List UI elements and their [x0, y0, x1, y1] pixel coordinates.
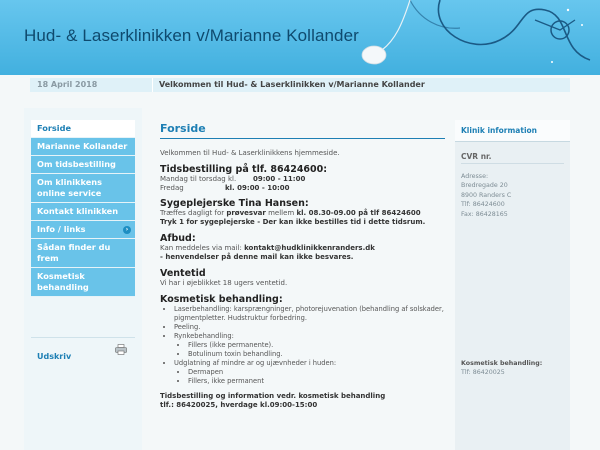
kosmetisk-title: Kosmetisk behandling:: [160, 294, 283, 305]
ventetid-section: [160, 268, 445, 288]
list-item-label: Udglatning af mindre ar og ujævnheder i huden:: [174, 359, 337, 367]
main-content: [160, 122, 445, 410]
afbud-line2: - henvendelser på denne mail kan ikke besvares.: [160, 253, 354, 261]
clinic-info-title: Klinik information: [455, 120, 570, 142]
sygeplejerske-section: [160, 198, 445, 227]
address-label: Adresse:: [461, 173, 489, 180]
hours-label: Mandag til torsdag kl.: [160, 175, 237, 183]
list-item: • Laserbehandling: karsprængninger, photorejuvenation (behandling af solskader, pigmentpletter. Hudstruktur forbedring.: [174, 305, 445, 323]
list-item: • Botulinum toxin behandling.: [188, 350, 445, 359]
date-bar: [30, 78, 570, 92]
welcome-text: Velkommen til Hud- & Laserklinikken v/Marianne Kollander: [159, 80, 425, 89]
ventetid-text: Vi har i øjeblikket 18 ugers ventetid.: [160, 279, 288, 287]
email-link[interactable]: kontakt@hudklinikkenranders.dk: [244, 244, 375, 252]
nav-item-find-frem[interactable]: Sådan finder du frem: [31, 239, 135, 268]
sygeplejerske-line1: [160, 209, 445, 218]
sygeplejerske-title: Sygeplejerske Tina Hansen:: [160, 198, 309, 209]
cosmetic-phone: Tlf: 86420025: [461, 369, 505, 377]
list-item: • Dermapen: [188, 368, 445, 377]
nav-item-forside[interactable]: Forside: [31, 120, 135, 138]
cvr-label: CVR nr.: [461, 152, 492, 161]
clinic-info-panel: [455, 120, 570, 450]
header-banner: [0, 0, 600, 75]
afbud-section: [160, 233, 445, 262]
fax-number: Fax: 86428165: [461, 210, 508, 218]
hours-value: kl. 09:00 - 10:00: [225, 183, 290, 192]
address-city: 8900 Randers C: [461, 191, 512, 199]
text-fragment: kl. 08.30-09.00 på tlf 86424600: [296, 209, 421, 217]
nav-item-online-service[interactable]: Om klinikkens online service: [31, 174, 135, 203]
sub-list: [188, 341, 445, 359]
print-label: Udskriv: [37, 352, 72, 361]
footer-info: Tidsbestilling og information vedr. kosmetisk behandling: [160, 392, 386, 400]
current-date: 18 April 2018: [37, 80, 98, 89]
ventetid-title: Ventetid: [160, 268, 206, 279]
chevron-right-icon: ›: [123, 226, 131, 234]
tidsbestilling-section: [160, 164, 445, 192]
nav-item-marianne-kollander[interactable]: Marianne Kollander: [31, 138, 135, 156]
intro-text: Velkommen til Hud- & Laserklinikkens hjemmeside.: [160, 149, 340, 157]
cosmetic-contact: [461, 359, 542, 378]
text-fragment: prøvesvar: [226, 209, 266, 217]
hours-label: Fredag: [160, 183, 184, 192]
page-title: Forside: [160, 122, 445, 139]
list-item: [174, 332, 445, 359]
sygeplejerske-line2: Tryk 1 for sygeplejerske - Der kan ikke bestilles tid i dette tidsrum.: [160, 218, 426, 226]
hours-row: [160, 175, 445, 184]
hours-value: 09:00 - 11:00: [253, 175, 306, 183]
hours-row: [160, 184, 445, 193]
list-item: [174, 359, 445, 386]
address-block: [461, 172, 511, 219]
sidebar-nav: [31, 120, 135, 297]
nav-item-kontakt[interactable]: Kontakt klinikken: [31, 203, 135, 221]
nav-item-info-links-label: Info / links: [37, 224, 86, 234]
sub-list: [188, 368, 445, 386]
kosmetisk-list: [174, 305, 445, 386]
cosmetic-title: Kosmetisk behandling:: [461, 360, 543, 367]
afbud-line1: [160, 244, 445, 253]
text-fragment: Kan meddeles via mail:: [160, 244, 242, 252]
nav-item-kosmetisk[interactable]: Kosmetisk behandling: [31, 268, 135, 297]
cvr-divider: [461, 163, 564, 164]
nav-item-om-tidsbestilling[interactable]: Om tidsbestilling: [31, 156, 135, 174]
nav-item-info-links[interactable]: [31, 221, 135, 239]
phone-number: Tlf: 86424600: [461, 201, 505, 209]
list-item: • Peeling.: [174, 323, 445, 332]
print-button[interactable]: [37, 344, 127, 361]
footer-info-2: tlf.: 86420025, hverdage kl.09:00-15:00: [160, 401, 318, 409]
date-divider: [152, 78, 153, 92]
address-street: Bredregade 20: [461, 182, 508, 190]
tidsbestilling-title: Tidsbestilling på tlf. 86424600:: [160, 164, 328, 175]
printer-icon: [115, 344, 127, 355]
site-title: Hud- & Laserklinikken v/Marianne Kollander: [24, 26, 359, 45]
list-item: • Fillers, ikke permanent: [188, 377, 445, 386]
text-fragment: Træffes dagligt for: [160, 209, 225, 217]
list-item: • Fillers (ikke permanente).: [188, 341, 445, 350]
afbud-title: Afbud:: [160, 233, 196, 244]
text-fragment: mellem: [268, 209, 295, 217]
nav-divider: [31, 337, 135, 338]
kosmetisk-section: [160, 294, 445, 386]
list-item-label: Rynkebehandling:: [174, 332, 234, 340]
